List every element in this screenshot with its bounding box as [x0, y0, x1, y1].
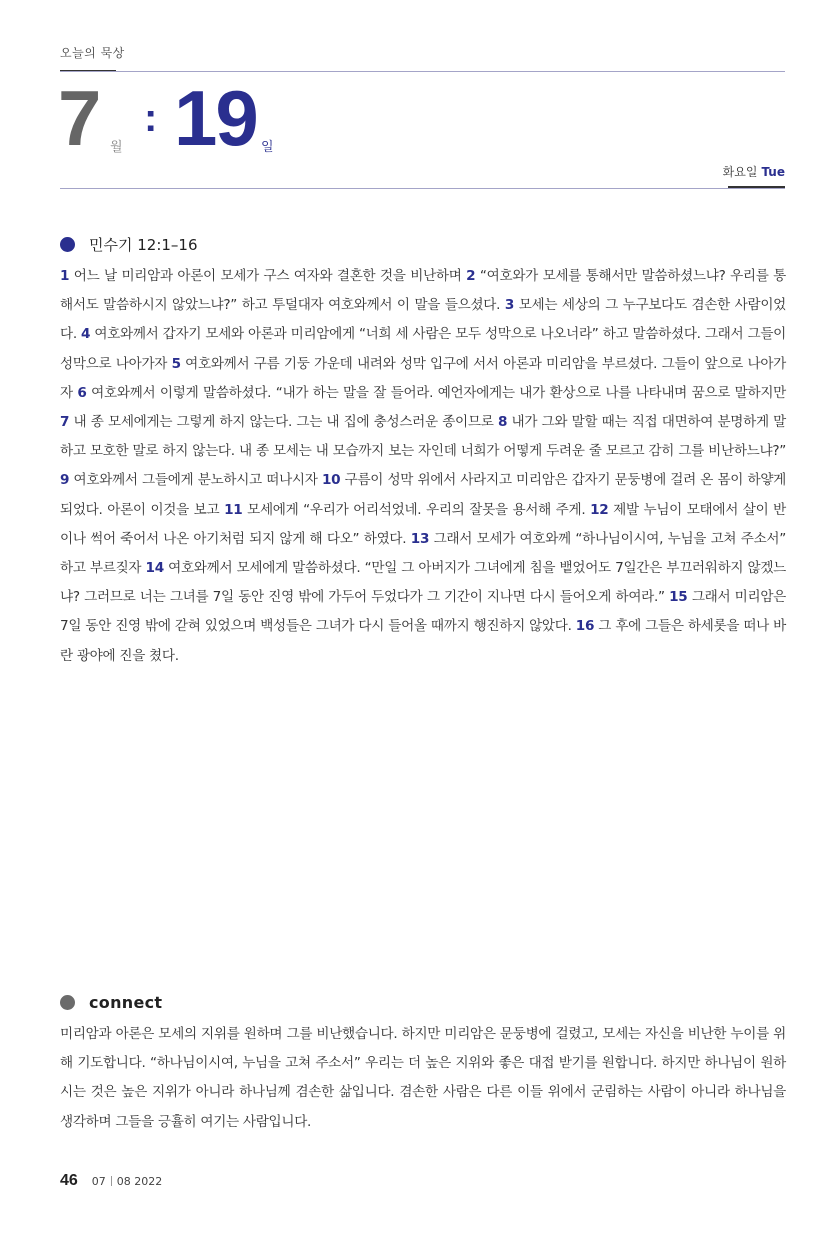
verse-text: 내가 그와 말할 때는 직접 대면하여 분명하게 말하고 모호한 말로 하지 않는다. 내 종 모세는 내 모습까지 보는 자인데 너희가 어떻게 두려운 줄 모르고 감히 그를 비난하느냐?”: [60, 414, 786, 460]
weekday-english: Tue: [761, 165, 785, 179]
verse-number: 11: [224, 501, 243, 518]
verse-text: “여호와가 모세를 통해서만 말씀하셨느냐? 우리를 통해서도 말씀하시지 않았느냐?” 하고 투덜대자 여호와께서 이 말을 들으셨다.: [60, 268, 787, 314]
verse-text: 구름이 성막 위에서 사라지고 미리암은 갑자기 문둥병에 걸려 온 몸이 하얗게 되었다. 아론이 이것을 보고: [60, 472, 786, 518]
verse-text: 그래서 미리암은 7일 동안 진영 밖에 갇혀 있었으며 백성들은 그녀가 다시 들어올 때까지 행진하지 않았다.: [60, 589, 787, 635]
month-number: 7: [58, 74, 102, 162]
verse-text: 제발 누님이 모태에서 살이 반이나 썩어 죽어서 나온 아기처럼 되지 않게 해 다오” 하였다.: [60, 501, 786, 547]
verse-text: 여호와께서 모세에게 말씀하셨다. “만일 그 아버지가 그녀에게 침을 뱉었어도 7일간은 부끄러워하지 않겠느냐? 그러므로 너는 그녀를 7일 동안 진영 밖에 가두어 두었다가 그 기간이 지나면 다시 들어오게 하여라.”: [60, 560, 787, 606]
verse-text: 모세에게 “우리가 어리석었네. 우리의 잘못을 용서해 주게.: [242, 501, 591, 518]
issue-number: 08 2022: [116, 1175, 163, 1188]
connect-heading: [60, 991, 162, 1013]
day-unit: 일: [261, 140, 274, 155]
issue-month: 07: [91, 1175, 106, 1188]
weekday: [723, 163, 785, 180]
month-unit: 월: [110, 140, 123, 155]
verse-text: 그래서 모세가 여호와께 “하나님이시여, 누님을 고쳐 주소서” 하고 부르짖자: [60, 530, 786, 577]
bullet-dot-icon: [60, 995, 75, 1010]
date-display: [58, 74, 458, 168]
verse-text: 여호와께서 그들에게 분노하시고 떠나시자: [69, 472, 322, 489]
verse-number: 13: [410, 530, 430, 547]
verse-number: 6: [77, 384, 87, 401]
bullet-dot-icon: [60, 237, 75, 252]
verse-text: 모세는 세상의 그 누구보다도 겸손한 사람이었다.: [60, 297, 786, 343]
connect-title: connect: [89, 992, 163, 1012]
verse-number: 10: [321, 472, 341, 489]
date-divider: [60, 188, 785, 189]
issue-date: [92, 1175, 163, 1188]
issue-divider: [111, 1176, 112, 1186]
verse-number: 15: [669, 589, 688, 606]
verse-number: 16: [575, 618, 595, 635]
day-number: 19: [174, 74, 257, 162]
weekday-korean: 화요일: [722, 165, 758, 179]
scripture-reference: 민수기 12:1–16: [89, 235, 198, 254]
verse-number: 14: [145, 560, 164, 577]
verse-text: 여호와께서 구름 기둥 가운데 내려와 성막 입구에 서서 아론과 미리암을 부르셨다. 그들이 앞으로 나아가자: [60, 355, 786, 401]
scripture-passage: [60, 262, 786, 671]
page-number: 46: [60, 1172, 78, 1189]
verse-number: 4: [81, 326, 91, 343]
header-divider: [60, 71, 785, 72]
verse-text: 어느 날 미리암과 아론이 모세가 구스 여자와 결혼한 것을 비난하며: [69, 268, 467, 284]
date-separator: :: [144, 96, 158, 140]
connect-paragraph: 미리암과 아론은 모세의 지위를 원하며 그를 비난했습니다. 하지만 미리암은 문둥병에 걸렸고, 모세는 자신을 비난한 누이를 위해 기도합니다. “하나님이시여, 누님을 고쳐 주소서” 우리는 더 높은 지위와 좋은 대접 받기를 원합니다. 하지만 하나님이 원하시는 것은 높은 지위가 아니라 하나님께 겸손한 삶입니다. 겸손한 사람은 다른 이들 위에서 군림하는 사람이 아니라 하나님을 생각하며 그들을 긍휼히 여기는 사람입니다.: [60, 1026, 786, 1130]
verse-text: 여호와께서 갑자기 모세와 아론과 미리암에게 “너희 세 사람은 모두 성막으로 나오너라” 하고 말씀하셨다. 그래서 그들이 성막으로 나아가자: [60, 326, 787, 372]
verse-number: 1: [60, 268, 70, 284]
verse-number: 5: [171, 355, 181, 372]
verse-number: 2: [466, 268, 476, 284]
verse-text: 그 후에 그들은 하세롯을 떠나 바란 광야에 진을 쳤다.: [60, 618, 787, 664]
verse-number: 7: [60, 414, 70, 431]
verse-number: 3: [504, 297, 515, 314]
section-label: 오늘의 묵상: [60, 46, 125, 60]
page-footer: [60, 1172, 162, 1190]
verse-text: 여호와께서 이렇게 말씀하셨다. “내가 하는 말을 잘 들어라. 예언자에게는 내가 환상으로 나를 나타내며 꿈으로 말하지만: [86, 384, 786, 401]
verse-number: 9: [60, 472, 70, 489]
verse-text: 내 종 모세에게는 그렇게 하지 않는다. 그는 내 집에 충성스러운 종이므로: [69, 414, 498, 431]
verse-number: 12: [590, 501, 609, 518]
scripture-heading: [60, 233, 198, 255]
verse-number: 8: [497, 414, 508, 431]
